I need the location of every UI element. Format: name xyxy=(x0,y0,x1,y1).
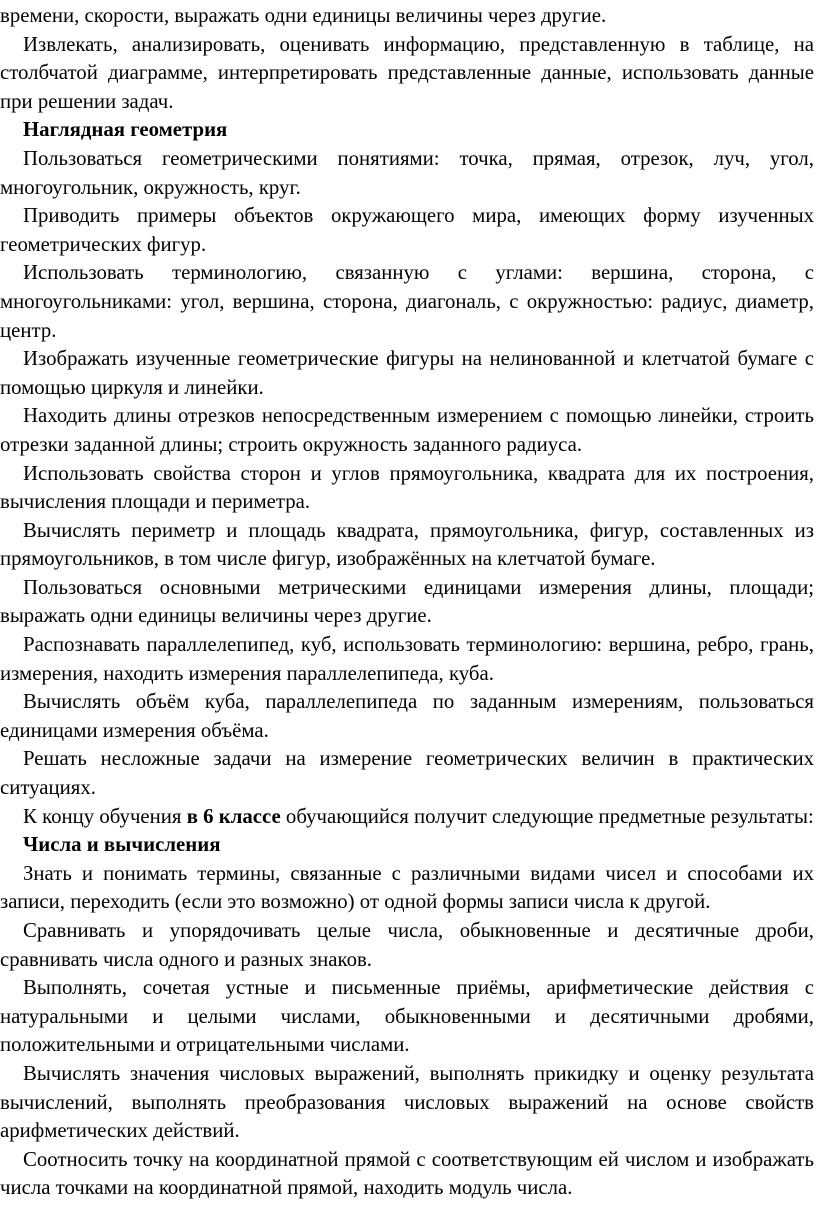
paragraph-geometry-concepts: Пользоваться геометрическими понятиями: точка, прямая, отрезок, луч, угол, многоугольник, окружность, круг. xyxy=(0,146,814,199)
section-heading-numbers: Числа и вычисления xyxy=(23,833,221,857)
paragraph-arithmetic: Выполнять, сочетая устные и письменные приёмы, арифметические действия с натуральными и целыми числами, обыкновенными и десятичными дробями, положительными и отрицательными числами. xyxy=(0,976,814,1057)
paragraph-examples: Приводить примеры объектов окружающего мира, имеющих форму изученных геометрических фигур. xyxy=(0,204,814,256)
paragraph-rectangle-properties: Использовать свойства сторон и углов прямоугольника, квадрата для их построения, вычисления площади и периметра. xyxy=(0,461,814,514)
paragraph-number-terms: Знать и понимать термины, связанные с различными видами чисел и способами их записи, переходить (если это возможно) от одной формы записи числа к другой. xyxy=(0,861,814,914)
paragraph-terminology: Использовать терминологию, связанную с углами: вершина, сторона, с многоугольниками: угол, вершина, сторона, диагональ, с окружностью: радиус, диаметр, центр. xyxy=(0,261,814,342)
paragraph-perimeter-area: Вычислять периметр и площадь квадрата, прямоугольника, фигур, составленных из прямоугольников, в том числе фигур, изображённых на клетчатой бумаге. xyxy=(0,518,814,571)
paragraph-lengths: Находить длины отрезков непосредственным измерением с помощью линейки, строить отрезки заданной длины; строить окружность заданного радиуса. xyxy=(0,404,814,456)
grade-intro-bold: в 6 классе xyxy=(186,804,281,828)
paragraph-drawing: Изображать изученные геометрические фигуры на нелинованной и клетчатой бумаге с помощью циркуля и линейки. xyxy=(0,347,814,399)
paragraph-continued: времени, скорости, выражать одни единицы величины через другие. xyxy=(0,4,607,27)
paragraph-practical-tasks: Решать несложные задачи на измерение геометрических величин в практических ситуациях. xyxy=(0,747,814,800)
paragraph-metric-units: Пользоваться основными метрическими единицами измерения длины, площади; выражать одни единицы величины через другие. xyxy=(0,575,814,628)
paragraph-compare-numbers: Сравнивать и упорядочивать целые числа, обыкновенные и десятичные дроби, сравнивать числа одного и разных знаков. xyxy=(0,919,814,971)
paragraph-expressions: Вычислять значения числовых выражений, выполнять прикидку и оценку результата вычислений, выполнять преобразования числовых выражений на основе свойств арифметических действий. xyxy=(0,1061,814,1143)
grade-intro-end: обучающийся получит следующие предметные результаты: xyxy=(280,804,814,828)
paragraph-grade-6-intro xyxy=(0,803,814,832)
paragraph-coordinate-line: Соотносить точку на координатной прямой с соответствующим ей числом и изображать числа точками на координатной прямой, находить модуль числа. xyxy=(0,1147,814,1200)
paragraph-information: Извлекать, анализировать, оценивать информацию, представленную в таблице, на столбчатой диаграмме, интерпретировать представленные данные, использовать данные при решении задач. xyxy=(0,32,814,113)
paragraph-volume: Вычислять объём куба, параллелепипеда по заданным измерениям, пользоваться единицами измерения объёма. xyxy=(0,690,814,742)
grade-intro-start: К концу обучения xyxy=(23,804,187,828)
paragraph-parallelepiped: Распознавать параллелепипед, куб, использовать терминологию: вершина, ребро, грань, измерения, находить измерения параллелепипеда, куба. xyxy=(0,633,814,685)
section-heading-geometry: Наглядная геометрия xyxy=(23,118,228,142)
